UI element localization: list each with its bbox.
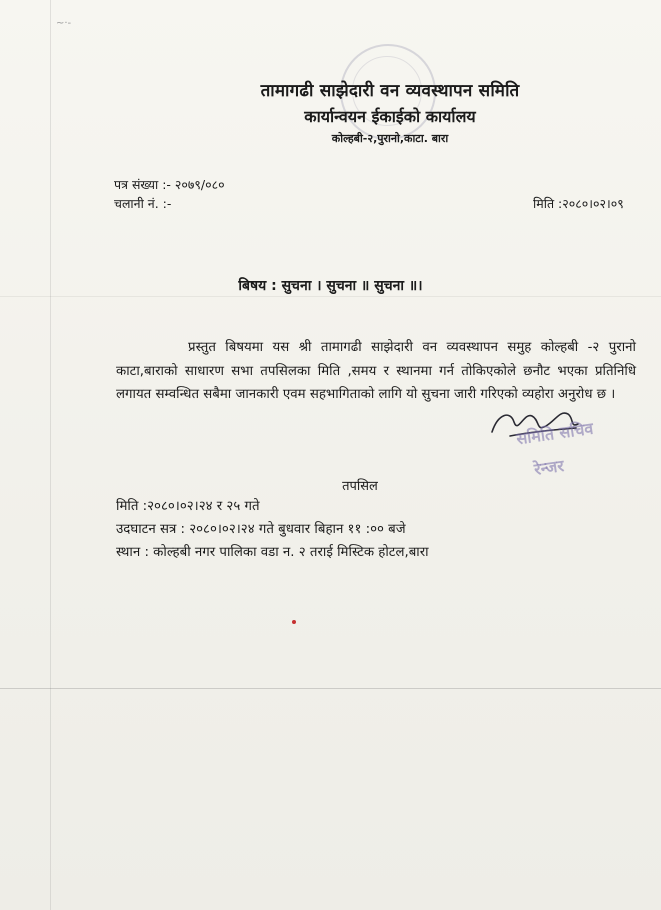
subject-line: बिषय : सुचना । सुचना ॥ सुचना ॥।: [238, 278, 423, 294]
organization-name: तामागढी साझेदारी वन व्यवस्थापन समिति: [260, 81, 520, 101]
signature-stamp-area: [480, 392, 630, 512]
venue: स्थान : कोल्हबी नगर पालिका वडा न. २ तराई मिस्टिक होटल,बारा: [116, 545, 429, 560]
office-name: कार्यान्वयन ईकाईको कार्यालय: [304, 107, 476, 126]
office-address: कोल्हबी-२,पुरानो,काटा. बारा: [331, 132, 449, 145]
meeting-date: मिति :२०८०।०२।२४ र २५ गते: [116, 499, 260, 514]
details-list: [116, 495, 429, 564]
letterhead: [180, 78, 600, 146]
stamp-title: रेन्जर: [532, 456, 565, 479]
details-heading: तपसिल: [342, 479, 378, 494]
ink-dot: [292, 620, 296, 624]
paper-fold-horizontal: [0, 688, 661, 689]
dispatch-number: चलानी नं. :-: [114, 196, 172, 211]
paper-fold-vertical: [50, 0, 51, 910]
letter-number: पत्र संख्या :- २०७९/०८०: [114, 177, 225, 192]
scan-mark: ~·-: [56, 18, 72, 29]
opening-session: उदघाटन सत्र : २०८०।०२।२४ गते बुधवार बिहान ११ :०० बजे: [116, 522, 406, 537]
notice-body: प्रस्तुत बिषयमा यस श्री तामागढी साझेदारी वन व्यवस्थापन समुह कोल्हबी -२ पुरानो काटा,बाराको साधारण सभा तपसिलका मिति ,समय र स्थानमा गर्न तोकिएकोले छनौट भएका प्रतिनिधि लगायत सम्वन्धित सबैमा जानकारी एवम सहभागिताको लागि यो सुचना जारी गरिएको व्यहोरा अनुरोध छ ।: [116, 340, 636, 402]
stamp-designation: समिति सचिव: [515, 418, 595, 449]
paper-crease: [0, 296, 661, 297]
letter-date: मिति :२०८०।०२।०९: [533, 196, 624, 211]
